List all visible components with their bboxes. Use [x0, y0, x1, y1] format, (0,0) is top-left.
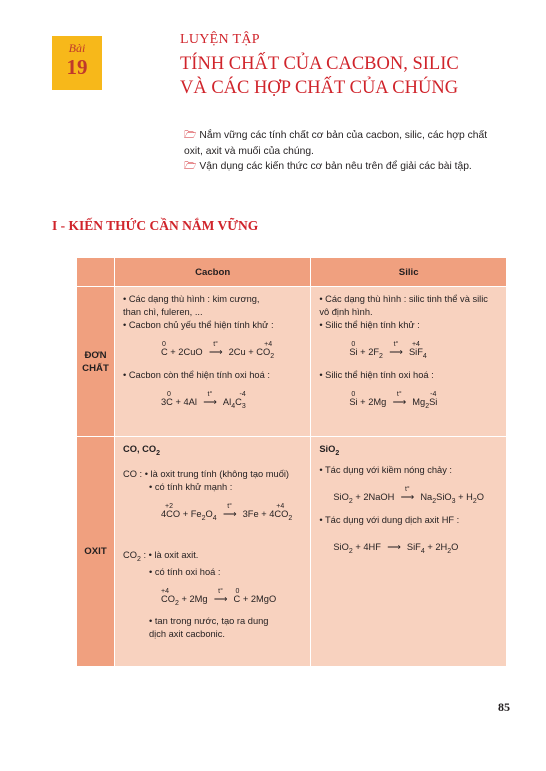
goal-item: 🗁 Nắm vững các tính chất cơ bản của cacbon, silic, các hợp chất oxit, axit và muối của chúng.	[184, 130, 488, 157]
equation-8: SiO$_2$ + 4HF ⟶ $SiF_4 + 2H_2O$	[333, 541, 459, 555]
lesson-word: Bài	[68, 41, 86, 55]
column-header-cacbon: Cacbon	[115, 258, 311, 287]
lesson-badge	[52, 36, 102, 90]
title-line-2: VÀ CÁC HỢP CHẤT CỦA CHÚNG	[180, 78, 459, 98]
equation-6: +4 $CO_2 + 2Mg$ t° ⟶ 0 C + 2MgO	[161, 587, 277, 607]
table-row	[77, 287, 507, 437]
cell-cacbon-don-chat: • Các dạng thù hình : kim cương, than chì, fuleren, ... • Cacbon chủ yếu thể hiện tính khử : 0 C + 2CuO t° ⟶ +4 $2Cu + CO_2$ • Cacbon còn thể hiện tính oxi hoá : 0 3C + 4Al t° ⟶ -4 $Al_4C_3$	[115, 287, 311, 437]
goal-item: 🗁 Vận dụng các kiến thức cơ bản nêu trên để giải các bài tập.	[184, 161, 472, 172]
table-row	[77, 437, 507, 667]
equation-1: 0 C + 2CuO t° ⟶ +4 $2Cu + CO_2$	[161, 341, 275, 360]
row-label-oxit: OXIT	[77, 437, 115, 667]
table-header-row	[77, 258, 507, 287]
column-header-silic: Silic	[311, 258, 507, 287]
equation-7: SiO$_2$ + 2NaOH t° ⟶ $Na_2SiO_3 + H_2O$	[333, 485, 484, 505]
cell-cacbon-oxit: CO, $CO_2$ CO : • là oxit trung tính (không tạo muối) • có tính khử mạnh : +2 $4CO + Fe_2O_4$ t° ⟶ +4 $3Fe + 4CO_2$ $CO_2$ : • là oxit axit. • có tính oxi hoá : +4 $CO_2 + 2Mg$ t° ⟶ 0 C + 2MgO • tan trong nước, tạo ra dung dịch axit cacbonic.	[115, 437, 311, 667]
section-title: I - KIẾN THỨC CẦN NẮM VỮNG	[52, 218, 259, 233]
equation-4: 0 Si + 2Mg t° ⟶ -4 $Mg_2Si$	[349, 390, 438, 410]
row-label-don-chat: ĐƠN CHẤT	[77, 287, 115, 437]
equation-2: 0 3C + 4Al t° ⟶ -4 $Al_4C_3$	[161, 390, 246, 410]
lesson-goals	[184, 128, 504, 175]
lesson-number: 19	[66, 55, 88, 79]
equation-5: +2 $4CO + Fe_2O_4$ t° ⟶ +4 $3Fe + 4CO_2$	[161, 502, 293, 522]
equation-3: 0 $Si + 2F_2$ t° ⟶ +4 SiF$_4$	[349, 341, 427, 360]
cell-silic-don-chat: • Các dạng thù hình : silic tinh thể và silic vô định hình. • Silic thể hiện tính khử : 0 $Si + 2F_2$ t° ⟶ +4 SiF$_4$ • Silic thể hiện tính oxi hoá : 0 Si + 2Mg t° ⟶ -4 $Mg_2Si$	[311, 287, 507, 437]
page-title	[180, 52, 459, 100]
folder-icon: 🗁	[184, 130, 197, 141]
knowledge-table	[76, 257, 507, 667]
lesson-kicker: LUYỆN TẬP	[180, 32, 260, 47]
cell-silic-oxit: SiO$_2$ • Tác dụng với kiềm nóng chảy : SiO$_2$ + 2NaOH t° ⟶ $Na_2SiO_3 + H_2O$ • Tác dụng với dung dịch axit HF : SiO$_2$ + 4HF ⟶ $SiF_4 + 2H_2O$	[311, 437, 507, 667]
corner-cell	[77, 258, 115, 287]
folder-icon: 🗁	[184, 161, 197, 172]
title-line-1: TÍNH CHẤT CỦA CACBON, SILIC	[180, 54, 459, 74]
page-number: 85	[498, 700, 510, 714]
